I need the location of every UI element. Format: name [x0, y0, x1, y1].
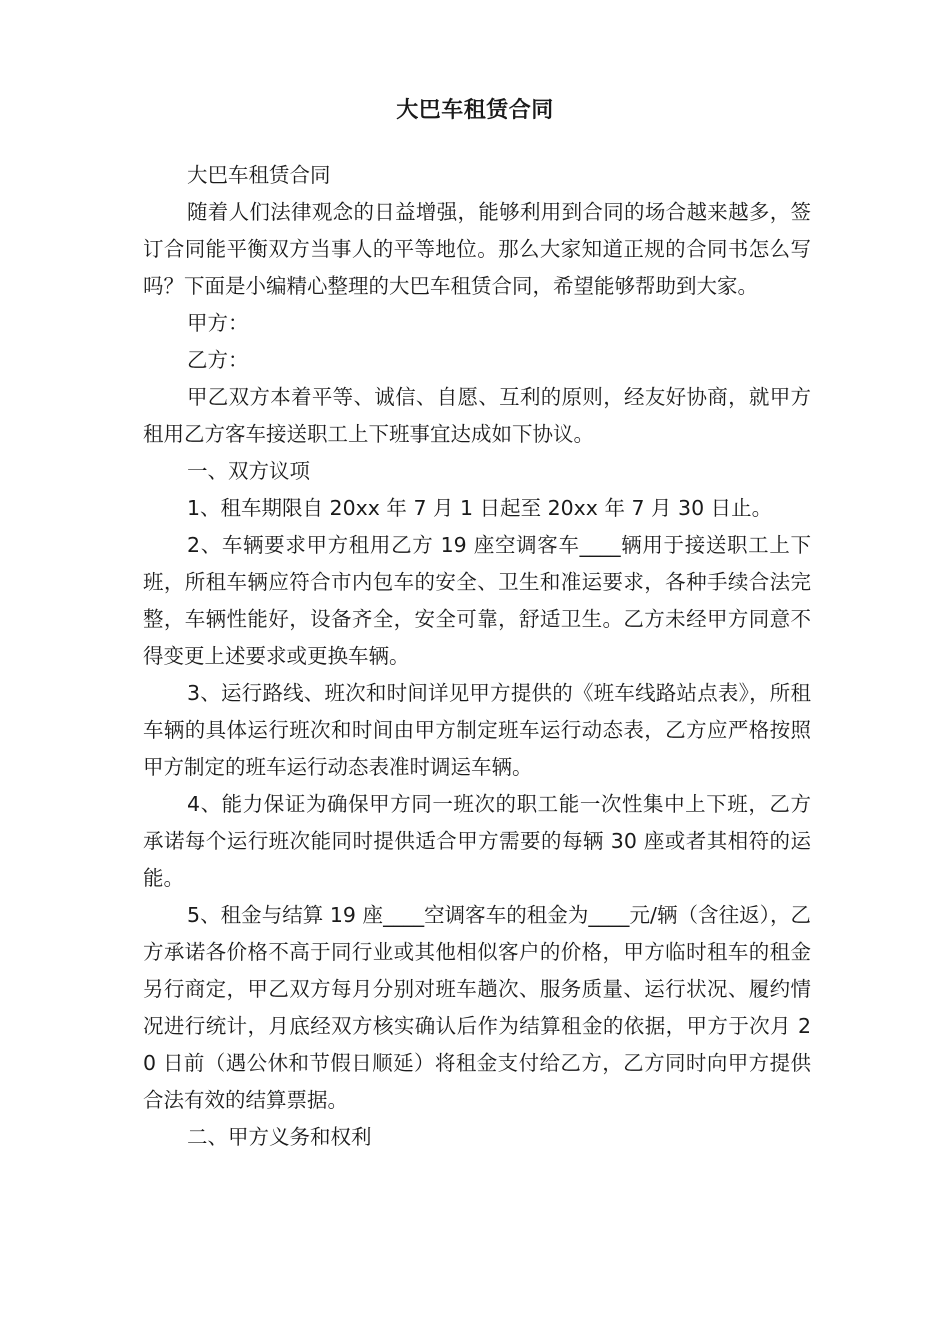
paragraph-party-b: 乙方： — [187, 348, 249, 372]
clause-1: 1、租车期限自 20xx 年 7 月 1 日起至 20xx 年 7 月 30 日止。 — [187, 496, 773, 520]
paragraph-agreement: 甲乙双方本着平等、诚信、自愿、互利的原则，经友好协商，就甲方租用乙方客车接送职工上下班事宜达成如下协议。 — [143, 385, 811, 446]
section-heading-1: 一、双方议项 — [187, 459, 310, 483]
clause-4: 4、能力保证为确保甲方同一班次的职工能一次性集中上下班，乙方承诺每个运行班次能同时提供适合甲方需要的每辆 30 座或者其相符的运能。 — [143, 792, 811, 890]
clause-2: 2、车辆要求甲方租用乙方 19 座空调客车____辆用于接送职工上下班，所租车辆应符合市内包车的安全、卫生和准运要求，各种手续合法完整，车辆性能好，设备齐全，安全可靠，舒适卫生。乙方未经甲方同意不得变更上述要求或更换车辆。 — [143, 533, 811, 668]
paragraph-intro: 随着人们法律观念的日益增强，能够利用到合同的场合越来越多，签订合同能平衡双方当事人的平等地位。那么大家知道正规的合同书怎么写吗？下面是小编精心整理的大巴车租赁合同，希望能够帮助到大家。 — [143, 200, 811, 298]
clause-5: 5、租金与结算 19 座____空调客车的租金为____元/辆（含往返），乙方承诺各价格不高于同行业或其他相似客户的价格，甲方临时租车的租金另行商定，甲乙双方每月分别对班车趟次、服务质量、运行状况、履约情况进行统计，月底经双方核实确认后作为结算租金的依据，甲方于次月 20 日前（遇公休和节假日顺延）将租金支付给乙方，乙方同时向甲方提供合法有效的结算票据。 — [143, 903, 811, 1112]
document-title: 大巴车租赁合同 — [396, 98, 554, 123]
document-body — [143, 157, 811, 1156]
section-heading-2: 二、甲方义务和权利 — [187, 1125, 372, 1149]
paragraph-heading-repeat: 大巴车租赁合同 — [187, 163, 331, 187]
paragraph-party-a: 甲方： — [187, 311, 249, 335]
clause-3: 3、运行路线、班次和时间详见甲方提供的《班车线路站点表》，所租车辆的具体运行班次和时间由甲方制定班车运行动态表，乙方应严格按照甲方制定的班车运行动态表准时调运车辆。 — [143, 681, 811, 779]
